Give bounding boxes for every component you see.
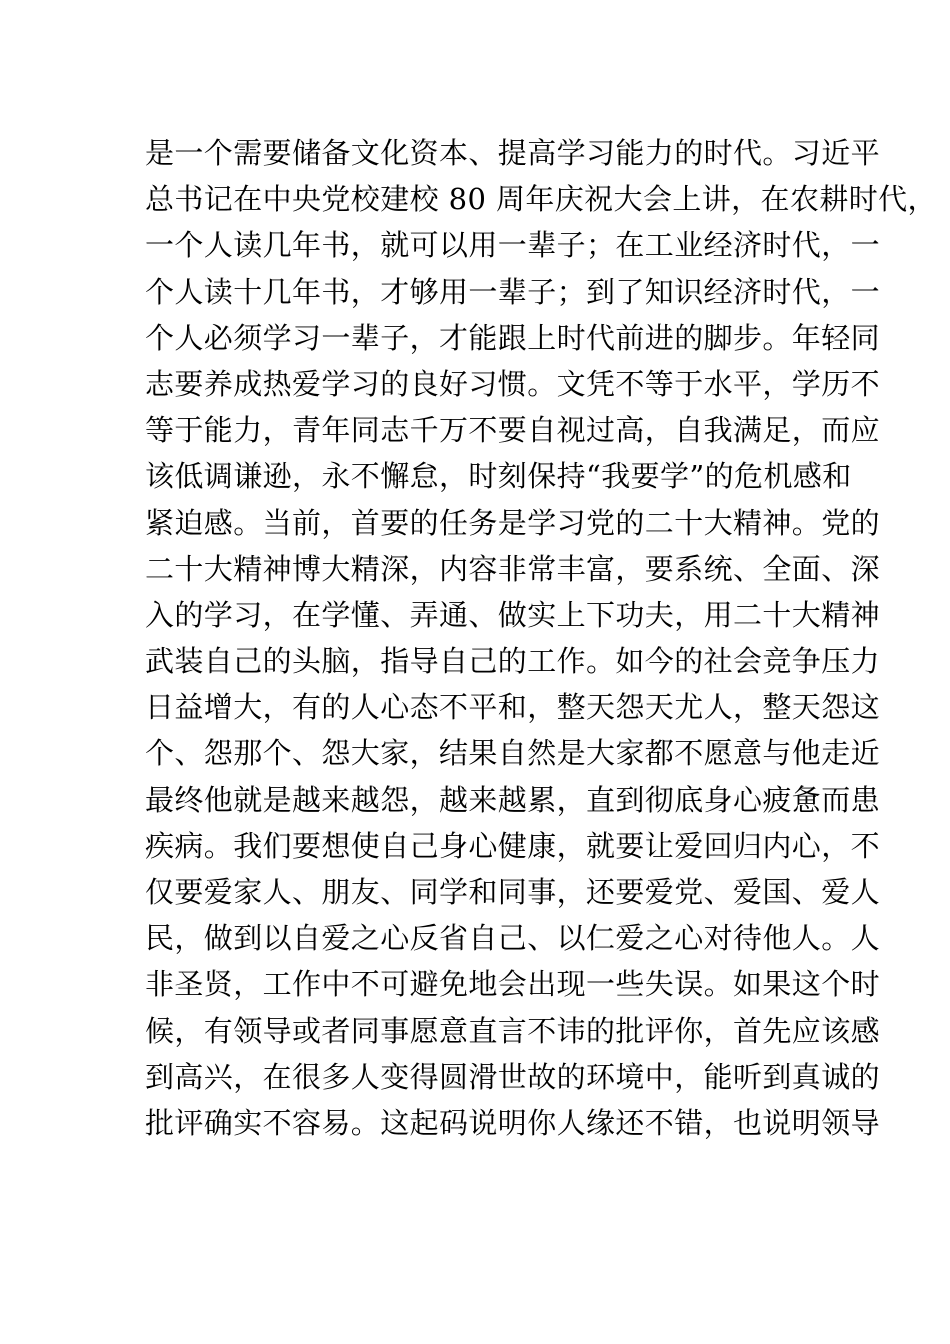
text-line: 非圣贤，工作中不可避免地会出现一些失误。如果这个时: [145, 967, 881, 1002]
text-line: 疾病。我们要想使自己身心健康，就要让爱回归内心，不: [145, 828, 881, 863]
text-line: 一个人读几年书，就可以用一辈子；在工业经济时代，一: [145, 228, 881, 263]
text-line: 个人读十几年书，才够用一辈子；到了知识经济时代，一: [145, 274, 881, 309]
text-line: 批评确实不容易。这起码说明你人缘还不错，也说明领导: [145, 1105, 881, 1140]
text-line: 等于能力，青年同志千万不要自视过高，自我满足，而应: [145, 413, 881, 448]
text-line: 日益增大，有的人心态不平和，整天怨天尤人，整天怨这: [145, 690, 881, 725]
text-line: 志要养成热爱学习的良好习惯。文凭不等于水平，学历不: [145, 366, 881, 401]
text-line: 到高兴，在很多人变得圆滑世故的环境中，能听到真诚的: [145, 1059, 881, 1094]
text-line: 最终他就是越来越怨，越来越累，直到彻底身心疲惫而患: [145, 782, 881, 817]
text-line: 该低调谦逊，永不懈怠，时刻保持“我要学”的危机感和: [145, 459, 852, 494]
text-line: 民，做到以自爱之心反省自己、以仁爱之心对待他人。人: [145, 921, 881, 956]
text-line: 入的学习，在学懂、弄通、做实上下功夫，用二十大精神: [145, 597, 881, 632]
text-line: 个、怨那个、怨大家，结果自然是大家都不愿意与他走近: [145, 736, 881, 771]
text-line: 总书记在中央党校建校 80 周年庆祝大会上讲，在农耕时代，: [145, 182, 937, 217]
text-line: 紧迫感。当前，首要的任务是学习党的二十大精神。党的: [145, 505, 881, 540]
text-line: 个人必须学习一辈子，才能跟上时代前进的脚步。年轻同: [145, 320, 881, 355]
text-line: 二十大精神博大精深，内容非常丰富，要系统、全面、深: [145, 551, 881, 586]
text-line: 是一个需要储备文化资本、提高学习能力的时代。习近平: [145, 136, 881, 170]
text-line: 仅要爱家人、朋友、同学和同事，还要爱党、爱国、爱人: [145, 875, 881, 909]
body-text: [145, 130, 937, 1146]
text-line: 武装自己的头脑，指导自己的工作。如今的社会竞争压力: [145, 644, 881, 679]
text-line: 候，有领导或者同事愿意直言不讳的批评你，首先应该感: [145, 1013, 881, 1048]
